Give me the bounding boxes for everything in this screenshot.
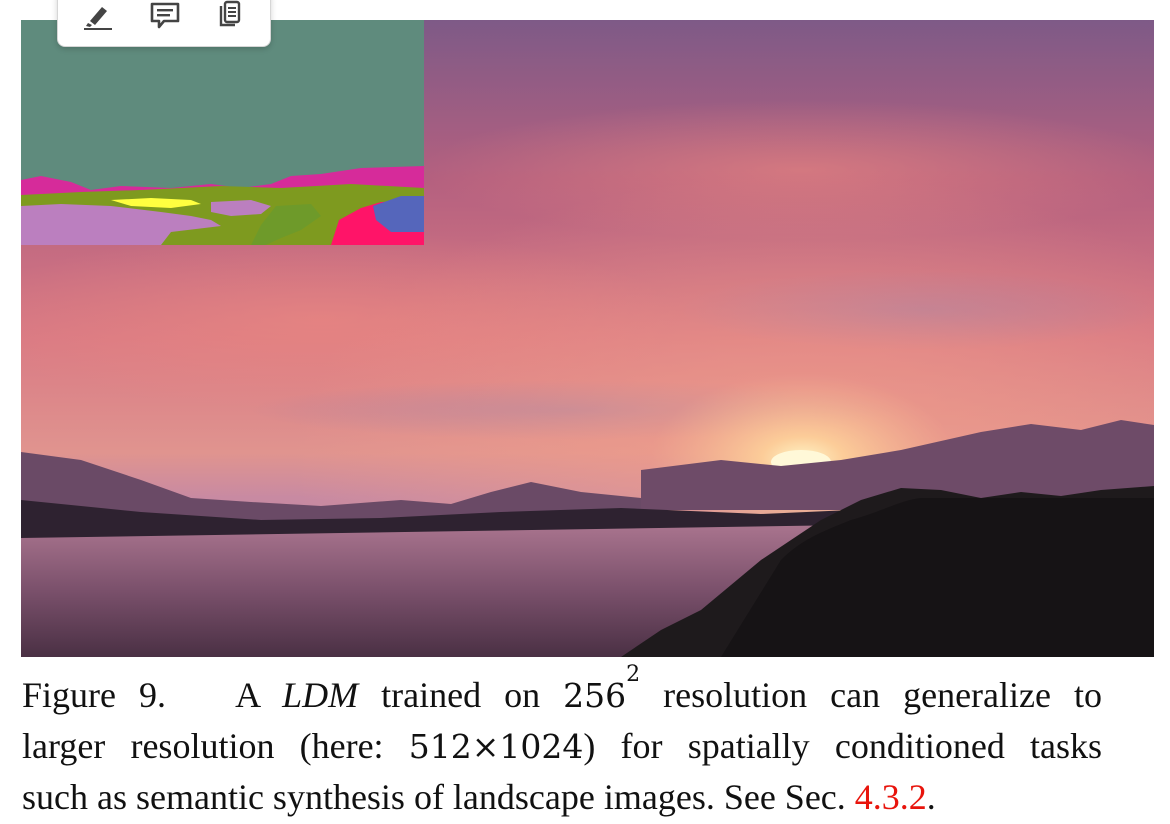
- figure-label: Figure 9.: [22, 675, 167, 715]
- highlighter-icon: [80, 0, 116, 31]
- size-height: 1024: [499, 727, 584, 766]
- annotation-toolbar: [57, 0, 271, 47]
- caption-article: A: [235, 675, 260, 715]
- times-symbol: ×: [471, 727, 500, 766]
- highlight-button[interactable]: [80, 0, 116, 31]
- comment-button[interactable]: [147, 0, 183, 31]
- caption-text-3: larger resolution (here:: [22, 726, 384, 766]
- model-name: LDM: [282, 675, 359, 715]
- resolution-value: [563, 662, 641, 715]
- semantic-map-graphic: [21, 20, 424, 245]
- caption-text-1: trained on: [381, 675, 541, 715]
- resolution-exponent: 2: [626, 662, 641, 687]
- caption-line-2: [22, 721, 1102, 772]
- copy-icon: [212, 0, 248, 31]
- resolution-base: 256: [563, 676, 627, 715]
- caption-text-5: such as semantic synthesis of landscape images. See Sec.: [22, 777, 846, 817]
- copy-button[interactable]: [212, 0, 248, 31]
- caption-line-1: [22, 662, 1102, 721]
- caption-text-4: ) for spatially conditioned tasks: [583, 726, 1103, 766]
- caption-end-period: .: [926, 777, 936, 817]
- size-width: 512: [408, 727, 472, 766]
- caption-line-3: [22, 772, 1102, 823]
- comment-icon: [147, 0, 183, 31]
- semantic-map-inset: [21, 20, 424, 245]
- size-expression: [409, 727, 584, 766]
- caption-text-2: resolution can generalize to: [663, 675, 1102, 715]
- figure-caption: [22, 662, 1103, 823]
- section-reference-link[interactable]: 4.3.2: [854, 777, 927, 817]
